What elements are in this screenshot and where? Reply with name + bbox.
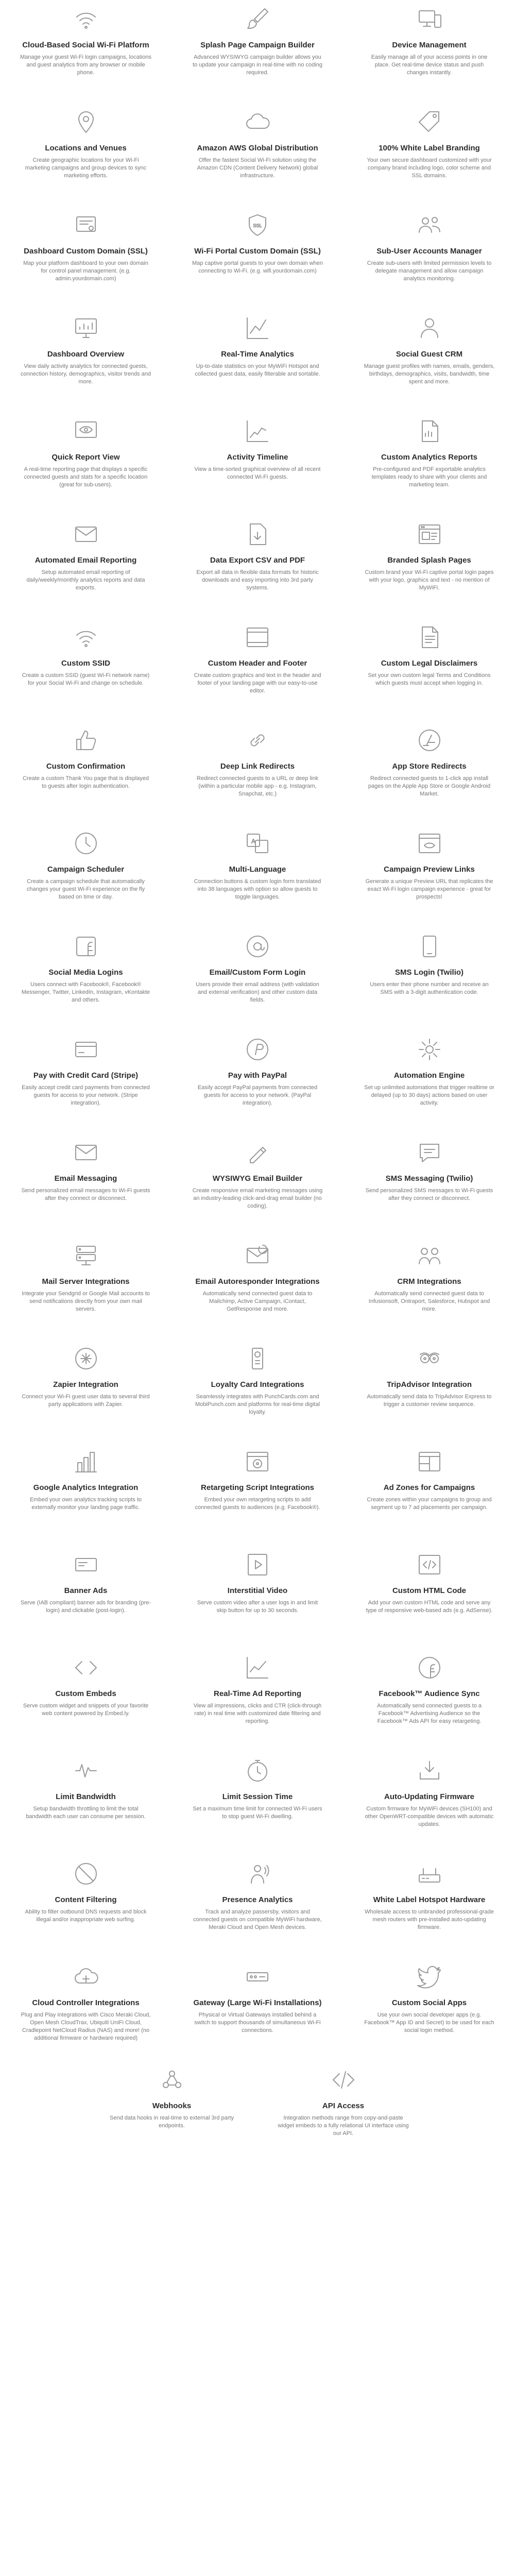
feature-custom-ssid — [0, 619, 171, 722]
feature-multi-language — [171, 825, 344, 928]
owl-icon — [409, 1341, 450, 1377]
feature-locations-and-venues — [0, 104, 171, 207]
feature-description: Set a maximum time limit for connected Wi-Fi users to stop guest Wi-Fi dwelling. — [193, 1806, 322, 1820]
feature-title: Auto-Updating Firmware — [384, 1792, 474, 1801]
feature-description: Users provide their email address (with validation and external verification) and other custom data fields. — [196, 981, 319, 1003]
feature-description: Plug and Play integrations with Cisco Meraki Cloud, Open Mesh CloudTrax, Ubiquiti UniFi Cloud, Cradlepoint NetCloud Radius (NAS) and more! (no additional firmware or hardware required) — [21, 2012, 151, 2041]
firmware-icon — [409, 1753, 450, 1789]
interstitial-icon — [237, 1547, 278, 1583]
feature-description: Create responsive email marketing messages using an industry-leading click-and-drag email builder (no coding). — [192, 1188, 323, 1209]
feature-data-export-csv-and-pdf — [171, 516, 344, 619]
feature-description: Easily accept PayPal payments from connected guests for access to your network. (PayPal integration). — [197, 1084, 318, 1106]
report-doc-icon — [409, 413, 450, 449]
ad-zone-icon — [409, 1444, 450, 1480]
feature-title: Email Autoresponder Integrations — [195, 1277, 320, 1286]
feature-email-custom-form-login — [171, 928, 344, 1031]
language-icon — [237, 825, 278, 861]
feature-mail-server-integrations — [0, 1238, 171, 1341]
feature-sms-login-twilio — [344, 928, 515, 1031]
feature-title: Limit Bandwidth — [56, 1792, 116, 1801]
feature-description: Create geographic locations for your Wi-Fi marketing campaigns and group devices to sync marketing efforts. — [25, 157, 147, 179]
feature-social-media-logins — [0, 928, 171, 1031]
feature-custom-embeds — [0, 1650, 171, 1753]
crm-user-icon — [409, 310, 450, 346]
feature-presence-analytics — [171, 1856, 344, 1959]
feature-title: Presence Analytics — [222, 1895, 293, 1904]
analytics-bars-icon — [65, 1444, 107, 1480]
feature-title: Branded Splash Pages — [387, 556, 471, 565]
feature-description: Set your own custom legal Terms and Conditions which guests must accept when logging in. — [368, 672, 491, 686]
feature-title: Limit Session Time — [222, 1792, 293, 1801]
feature-description: Up-to-date statistics on your MyWiFi Hotspot and collected guest data, easily filterable and sortable. — [195, 363, 320, 377]
crm-integration-icon — [409, 1238, 450, 1274]
feature-crm-integrations — [344, 1238, 515, 1341]
feature-description: Custom brand your Wi-Fi captive portal login pages with your logo, graphics and text - no mention of MyWiFi. — [365, 569, 494, 591]
feature-title: Custom Legal Disclaimers — [381, 659, 478, 668]
feature-description: Custom firmware for MyWiFi devices (SH100) and other OpenWRT-compatible devices with automatic updates. — [365, 1806, 494, 1827]
feature-google-analytics-integration — [0, 1444, 171, 1547]
feature-description: Redirect connected guests to a URL or deep link (within a particular mobile app - e.g. Instagram, Snapchat, etc.) — [196, 775, 319, 797]
feature-loyalty-card-integrations — [171, 1341, 344, 1444]
feature-quick-report-view — [0, 413, 171, 516]
feature-automation-engine — [344, 1031, 515, 1134]
feature-title: API Access — [322, 2102, 365, 2110]
feature-description: Generate a unique Preview URL that replicates the exact Wi-Fi login campaign experience - great for prospects! — [365, 878, 493, 900]
feature-title: Sub-User Accounts Manager — [376, 247, 482, 256]
feature-campaign-preview-links — [344, 825, 515, 928]
feature-retargeting-script-integrations — [171, 1444, 344, 1547]
feature-title: Email Messaging — [54, 1174, 117, 1183]
feature-title: SMS Login (Twilio) — [394, 968, 464, 977]
feature-title: Social Media Logins — [48, 968, 123, 977]
feature-title: Facebook™ Audience Sync — [379, 1689, 480, 1698]
cloud-icon — [237, 104, 278, 140]
feature-real-time-analytics — [171, 310, 344, 413]
zapier-icon — [65, 1341, 107, 1377]
feature-api-access — [258, 2062, 429, 2165]
webhooks-icon — [151, 2062, 193, 2098]
feature-pay-with-credit-card-stripe — [0, 1031, 171, 1134]
feature-description: Users connect with Facebook®, Facebook® Messenger, Twitter, LinkedIn, Instagram, vKontakte and others. — [21, 981, 150, 1003]
feature-cloud-based-social-wi-fi-platform — [0, 1, 171, 104]
feature-description: Offer the fastest Social Wi-Fi solution using the Amazon CDN (Content Delivery Network) global infrastructure. — [197, 157, 318, 179]
feature-description: Automatically send connected guests to a Facebook™ Advertising Audience so the Facebook™ Ads API for easy retargeting. — [376, 1703, 482, 1724]
feature-title: Content Filtering — [55, 1895, 117, 1904]
feature-description: Embed your own retargeting scripts to add connected guests to audiences (e.g. Facebook®). — [195, 1497, 320, 1511]
feature-email-autoresponder-integrations — [171, 1238, 344, 1341]
feature-limit-bandwidth — [0, 1753, 171, 1856]
feature-title: Campaign Preview Links — [384, 865, 475, 874]
feature-title: Automation Engine — [393, 1071, 465, 1080]
audience-sync-icon — [409, 1650, 450, 1686]
feature-custom-header-and-footer — [171, 619, 344, 722]
feature-social-guest-crm — [344, 310, 515, 413]
cloud-controller-icon — [65, 1959, 107, 1995]
feature-description: Advanced WYSIWYG campaign builder allows you to update your campaign in real-time with no coding required. — [193, 54, 322, 76]
features-grid — [0, 1, 515, 2062]
feature-description: Use your own social developer apps (e.g. Facebook™ App ID and Secret) to be used for each social login method. — [364, 2012, 494, 2033]
feature-campaign-scheduler — [0, 825, 171, 928]
map-pin-icon — [65, 104, 107, 140]
feature-description: Users enter their phone number and receive an SMS with a 3-digit authentication code. — [370, 981, 489, 995]
svg-text:SSL: SSL — [253, 223, 262, 228]
feature-activity-timeline — [171, 413, 344, 516]
feature-description: View all impressions, clicks and CTR (click-through rate) in real time with customized date filtering and reporting. — [193, 1703, 322, 1724]
feature-amazon-aws-global-distribution — [171, 104, 344, 207]
feature-title: Data Export CSV and PDF — [210, 556, 305, 565]
feature-dashboard-overview — [0, 310, 171, 413]
brush-icon — [237, 1, 278, 37]
feature-description: Automatically send data to TripAdvisor Express to trigger a customer review sequence. — [367, 1394, 492, 1408]
wifi-icon — [65, 1, 107, 37]
feature-wi-fi-portal-custom-domain-ssl — [171, 207, 344, 310]
eye-report-icon — [65, 413, 107, 449]
feature-title: 100% White Label Branding — [379, 144, 480, 152]
email-report-icon — [65, 516, 107, 552]
feature-facebook-audience-sync — [344, 1650, 515, 1753]
feature-title: Multi-Language — [229, 865, 286, 874]
sms-icon — [409, 928, 450, 964]
feature-title: Google Analytics Integration — [33, 1483, 139, 1492]
automation-icon — [409, 1031, 450, 1067]
feature-sms-messaging-twilio — [344, 1134, 515, 1238]
feature-title: Dashboard Overview — [47, 350, 125, 359]
router-icon — [409, 1856, 450, 1892]
feature-app-store-redirects — [344, 722, 515, 825]
sms-message-icon — [409, 1134, 450, 1171]
preview-link-icon — [409, 825, 450, 861]
ad-report-icon — [237, 1650, 278, 1686]
feature-description: Connection buttons & custom login form translated into 38 languages with option so allow guests to toggle languages. — [194, 878, 321, 900]
feature-title: Custom SSID — [61, 659, 110, 668]
feature-limit-session-time — [171, 1753, 344, 1856]
html-code-icon — [409, 1547, 450, 1583]
devices-icon — [409, 1, 450, 37]
feature-gateway-large-wi-fi-installations — [171, 1959, 344, 2062]
feature-real-time-ad-reporting — [171, 1650, 344, 1753]
users-icon — [409, 207, 450, 243]
feature-description: View a time-sorted graphical overview of all recent connected Wi-Fi guests. — [194, 466, 321, 480]
feature-custom-confirmation — [0, 722, 171, 825]
feature-title: Pay with PayPal — [228, 1071, 287, 1080]
feature-title: Real-Time Analytics — [221, 350, 294, 359]
feature-interstitial-video — [171, 1547, 344, 1650]
feature-description: Create a custom Thank You page that is displayed to guests after login authentication. — [22, 775, 149, 789]
feature-title: Activity Timeline — [227, 453, 288, 462]
line-chart-icon — [237, 310, 278, 346]
feature-title: Loyalty Card Integrations — [211, 1380, 304, 1389]
feature-custom-html-code — [344, 1547, 515, 1650]
tag-icon — [409, 104, 450, 140]
clock-icon — [65, 825, 107, 861]
feature-title: Banner Ads — [64, 1586, 108, 1595]
browser-page-icon — [409, 516, 450, 552]
feature-title: Ad Zones for Campaigns — [383, 1483, 475, 1492]
feature-description: Pre-configured and PDF exportable analytics templates ready to share with your clients and marketing team. — [371, 466, 487, 488]
feature-title: Retargeting Script Integrations — [200, 1483, 315, 1492]
feature-branded-splash-pages — [344, 516, 515, 619]
feature-title: Pay with Credit Card (Stripe) — [33, 1071, 139, 1080]
ssl-shield-icon — [237, 207, 278, 243]
feature-description: Physical or Virtual Gateways installed behind a switch to support thousands of simultaneous Wi-Fi connections. — [194, 2012, 321, 2033]
feature-device-management — [344, 1, 515, 104]
feature-description: Map captive portal guests to your own domain when connecting to Wi-Fi. (e.g. wifi.yourdomain.com) — [192, 260, 323, 274]
custom-apps-icon — [409, 1959, 450, 1995]
feature-description: Embed your own analytics tracking scripts to externally monitor your landing page traffic. — [29, 1497, 142, 1511]
feature-title: Deep Link Redirects — [220, 762, 295, 771]
stopwatch-icon — [237, 1753, 278, 1789]
feature-title: Real-Time Ad Reporting — [213, 1689, 302, 1698]
feature-content-filtering — [0, 1856, 171, 1959]
feature-title: Custom Header and Footer — [208, 659, 307, 668]
feature-ad-zones-for-campaigns — [344, 1444, 515, 1547]
feature-description: Serve custom video after a user logs in and limit skip button for up to 30 seconds. — [197, 1600, 318, 1614]
feature-title: Device Management — [392, 41, 467, 49]
svg-text:A: A — [251, 838, 256, 845]
feature-title: CRM Integrations — [397, 1277, 461, 1286]
feature-dashboard-custom-domain-ssl — [0, 207, 171, 310]
feature-custom-legal-disclaimers — [344, 619, 515, 722]
feature-tripadvisor-integration — [344, 1341, 515, 1444]
feature-title: Dashboard Custom Domain (SSL) — [24, 247, 148, 256]
envelope-icon — [65, 1134, 107, 1171]
feature-description: Redirect connected guests to 1-click app install pages on the Apple App Store or Google Android Market. — [368, 775, 491, 797]
feature-title: SMS Messaging (Twilio) — [385, 1174, 473, 1183]
feature-description: Easily accept credit card payments from connected guests for access to your network. (Stripe integration). — [22, 1084, 150, 1106]
feature-description: Create a campaign schedule that automatically changes your guest Wi-Fi experience on the fly based on time or day. — [26, 878, 145, 900]
autoresponder-icon — [237, 1238, 278, 1274]
feature-title: Splash Page Campaign Builder — [200, 41, 315, 49]
app-store-icon — [409, 722, 450, 758]
feature-description: Create sub-users with limited permission levels to delegate management and allow campaign analytics monitoring. — [367, 260, 492, 282]
feature-title: Locations and Venues — [45, 144, 127, 152]
feature-title: Custom Social Apps — [391, 1998, 467, 2007]
feature-title: Amazon AWS Global Distribution — [197, 144, 318, 152]
feature-title: Interstitial Video — [227, 1586, 288, 1595]
feature-cloud-controller-integrations — [0, 1959, 171, 2062]
feature-description: A real-time reporting page that displays a specific connected guests and stats for a specific location (great for sub-users). — [24, 466, 148, 488]
feature-webhooks — [86, 2062, 258, 2165]
feature-description: Seamlessly integrates with PunchCards.com and MobiPunch.com and platforms for real-time digital loyalty. — [195, 1394, 320, 1415]
email-builder-icon — [237, 1134, 278, 1171]
feature-description: Create a custom SSID (guest Wi-Fi network name) for your Social Wi-Fi and change on schedule. — [22, 672, 150, 686]
gateway-icon — [237, 1959, 278, 1995]
feature-description: Set up unlimited automations that trigger realtime or delayed (up to 30 days) actions based on user activity. — [364, 1084, 494, 1106]
features-last-row — [0, 2062, 515, 2165]
feature-custom-social-apps — [344, 1959, 515, 2062]
feature-title: Quick Report View — [52, 453, 120, 462]
ssl-certificate-icon — [65, 207, 107, 243]
feature-deep-link-redirects — [171, 722, 344, 825]
feature-description: Send personalized SMS messages to Wi-Fi guests after they connect or disconnect. — [365, 1188, 493, 1201]
feature-title: Automated Email Reporting — [35, 556, 137, 565]
feature-auto-updating-firmware — [344, 1753, 515, 1856]
feature-description: Manage guest profiles with names, emails, genders, birthdays, demographics, visits, bandwidth, time spent and more. — [364, 363, 495, 385]
feature-title: Email/Custom Form Login — [209, 968, 306, 977]
feature-title: Custom Analytics Reports — [381, 453, 477, 462]
feature-description: Add your own custom HTML code and serve any type of responsive web-based ads (e.g. AdSense). — [366, 1600, 493, 1614]
feature-splash-page-campaign-builder — [171, 1, 344, 104]
feature-title: Social Guest CRM — [396, 350, 463, 359]
header-footer-icon — [237, 619, 278, 655]
feature-title: Custom Confirmation — [46, 762, 126, 771]
feature-banner-ads — [0, 1547, 171, 1650]
api-icon — [323, 2062, 364, 2098]
feature-description: Serve (IAB compliant) banner ads for branding (pre-login) and clickable (post-login). — [20, 1600, 151, 1614]
feature-zapier-integration — [0, 1341, 171, 1444]
feature-title: Cloud Controller Integrations — [32, 1998, 140, 2007]
feature-automated-email-reporting — [0, 516, 171, 619]
feature-title: TripAdvisor Integration — [386, 1380, 472, 1389]
feature-description: Setup bandwidth throttling to limit the total bandwidth each user can consume per session. — [26, 1806, 146, 1820]
feature-description: Wholesale access to unbranded professional-grade mesh routers with pre-installed auto-updating firmware. — [365, 1909, 494, 1930]
feature-email-messaging — [0, 1134, 171, 1238]
ssid-wifi-icon — [65, 619, 107, 655]
legal-doc-icon — [409, 619, 450, 655]
feature-title: App Store Redirects — [392, 762, 467, 771]
feature-description: Integration methods range from copy-and-paste widget embeds to a fully relational UI interface using our API. — [278, 2115, 409, 2137]
feature-sub-user-accounts-manager — [344, 207, 515, 310]
feature-description: Create custom graphics and text in the header and footer of your landing page with our easy-to-use editor. — [194, 672, 321, 694]
feature-title: Gateway (Large Wi-Fi Installations) — [193, 1998, 322, 2007]
retarget-icon — [237, 1444, 278, 1480]
mail-server-icon — [65, 1238, 107, 1274]
feature-title: WYSIWYG Email Builder — [212, 1174, 303, 1183]
feature-100-white-label-branding — [344, 104, 515, 207]
timeline-icon — [237, 413, 278, 449]
feature-title: Cloud-Based Social Wi-Fi Platform — [22, 41, 149, 49]
feature-description: Create zones within your campaigns to group and segment up to 7 ad placements per campaign. — [367, 1497, 492, 1511]
feature-description: Easily manage all of your access points in one place. Get real-time device status and push changes instantly. — [371, 54, 488, 76]
feature-description: Connect your Wi-Fi guest user data to several third party applications with Zapier. — [22, 1394, 150, 1408]
social-icon — [65, 928, 107, 964]
email-form-icon — [237, 928, 278, 964]
export-icon — [237, 516, 278, 552]
feature-wysiwyg-email-builder — [171, 1134, 344, 1238]
feature-custom-analytics-reports — [344, 413, 515, 516]
feature-description: Integrate your Sendgrid or Google Mail accounts to send notifications directly from your own mail servers. — [22, 1291, 150, 1312]
feature-pay-with-paypal — [171, 1031, 344, 1134]
feature-description: View daily activity analytics for connected guests, connection history, demographics, visitor trends and more. — [21, 363, 151, 385]
deep-link-icon — [237, 722, 278, 758]
monitor-chart-icon — [65, 310, 107, 346]
bandwidth-icon — [65, 1753, 107, 1789]
feature-title: Mail Server Integrations — [42, 1277, 130, 1286]
feature-title: White Label Hotspot Hardware — [373, 1895, 486, 1904]
credit-card-icon — [65, 1031, 107, 1067]
thumbs-up-icon — [65, 722, 107, 758]
paypal-icon — [237, 1031, 278, 1067]
feature-title: Webhooks — [152, 2102, 192, 2110]
feature-description: Track and analyze passersby, visitors and connected guests on compatible MyWiFi hardware, Meraki Cloud and Open Mesh devices. — [193, 1909, 322, 1930]
filter-icon — [65, 1856, 107, 1892]
feature-description: Ability to filter outbound DNS requests and block illegal and/or inappropriate web surfing. — [25, 1909, 147, 1923]
feature-title: Wi-Fi Portal Custom Domain (SSL) — [194, 247, 321, 256]
presence-icon — [237, 1856, 278, 1892]
feature-description: Setup automated email reporting of daily/weekly/monthly analytics reports and data exports. — [26, 569, 145, 591]
feature-title: Custom HTML Code — [392, 1586, 467, 1595]
feature-description: Manage your guest Wi-Fi login campaigns, locations and guest analytics from any browser or mobile phone. — [20, 54, 151, 76]
feature-title: Zapier Integration — [53, 1380, 118, 1389]
feature-title: Campaign Scheduler — [47, 865, 125, 874]
embed-icon — [65, 1650, 107, 1686]
feature-description: Your own secure dashboard customized with your company brand including logo, color scheme and SSL domains. — [367, 157, 492, 179]
feature-description: Send data hooks in real-time to external 3rd party endpoints. — [110, 2115, 234, 2129]
feature-white-label-hotspot-hardware — [344, 1856, 515, 1959]
feature-description: Send personalized email messages to Wi-Fi guests after they connect or disconnect. — [21, 1188, 150, 1201]
feature-description: Automatically send connected guest data to Mailchimp, Active Campaign, iContact, GetResponse and more. — [202, 1291, 313, 1312]
feature-title: Custom Embeds — [55, 1689, 116, 1698]
feature-description: Automatically send connected guest data to Infusionsoft, Ontraport, Salesforce, Hubspot and more. — [368, 1291, 490, 1312]
feature-description: Map your platform dashboard to your own domain for control panel management. (e.g. admin.yourdomain.com) — [23, 260, 148, 282]
banner-ad-icon — [65, 1547, 107, 1583]
loyalty-card-icon — [237, 1341, 278, 1377]
feature-description: Serve custom widget and snippets of your favorite web content powered by Embed.ly. — [23, 1703, 149, 1717]
feature-description: Export all data in flexible data formats for historic downloads and easy importing into 3rd party systems. — [196, 569, 319, 591]
